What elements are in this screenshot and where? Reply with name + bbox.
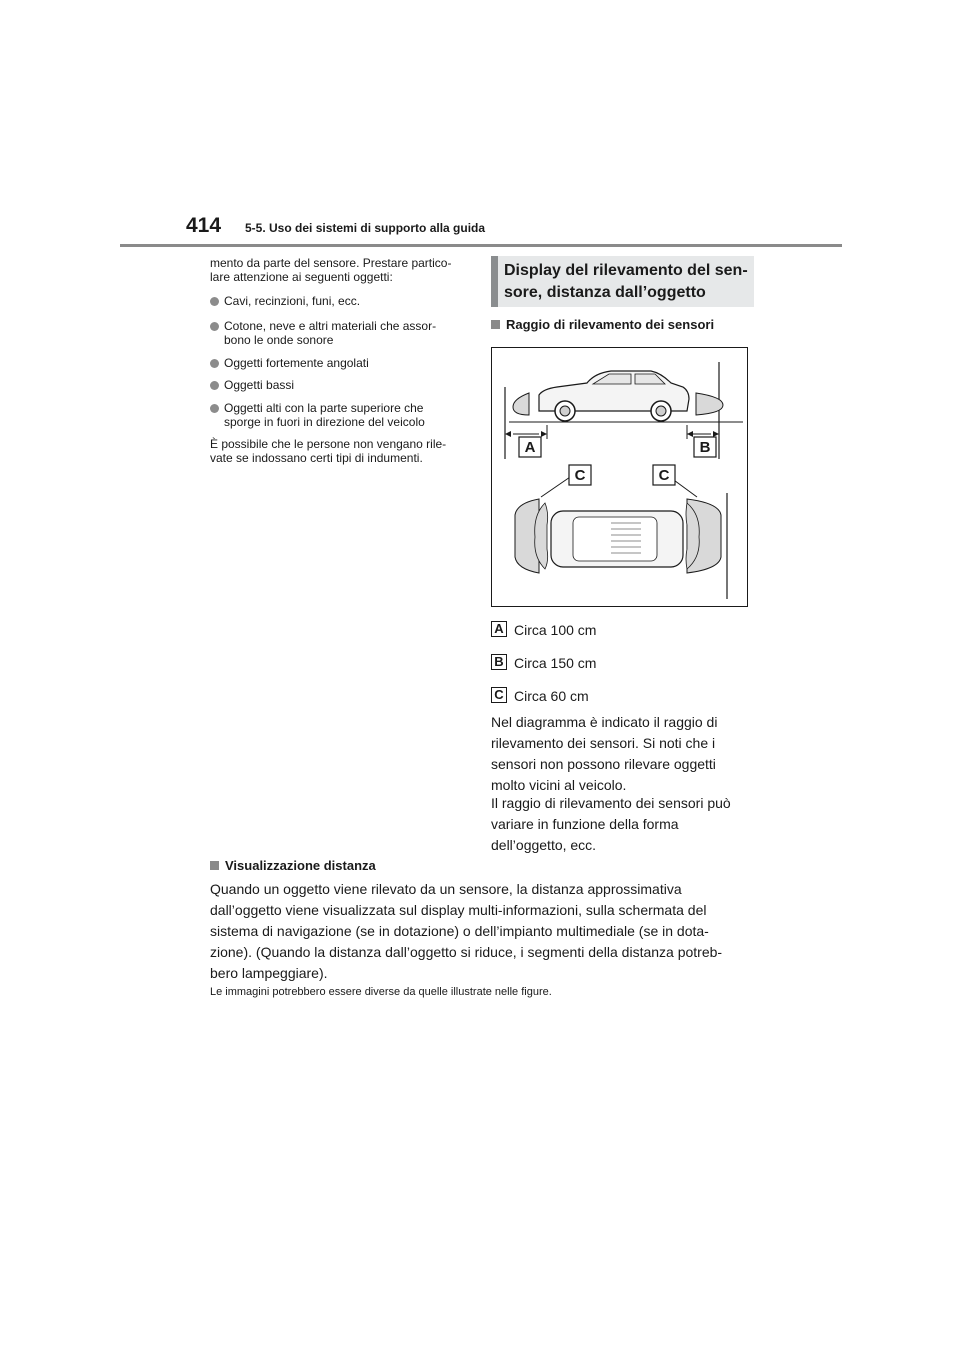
- legend-value-c: Circa 60 cm: [514, 688, 589, 704]
- distance-display-heading-text: Visualizzazione distanza: [225, 858, 376, 873]
- legend-value-b: Circa 150 cm: [514, 655, 597, 671]
- bullet-item: [210, 294, 468, 308]
- bullet-text: Cavi, recinzioni, funi, ecc.: [224, 294, 361, 308]
- intro-text: mento da parte del sensore. Prestare partico- lare attenzione ai seguenti oggetti:: [210, 256, 452, 284]
- footnote: Le immagini potrebbero essere diverse da quelle illustrate nelle figure.: [210, 986, 552, 998]
- label-c-right-text: C: [658, 467, 670, 484]
- bullet-item: [210, 401, 468, 429]
- bullet-text: Cotone, neve e altri materiali che assor- bono le onde sonore: [224, 319, 437, 347]
- square-bullet-icon: [210, 861, 219, 870]
- distance-display-heading: [210, 858, 376, 873]
- bullet-item: [210, 378, 468, 392]
- bullet-dot-icon: [210, 381, 219, 390]
- label-a-text: A: [524, 439, 536, 456]
- legend-value-a: Circa 100 cm: [514, 622, 597, 638]
- section-title: 5-5. Uso dei sistemi di supporto alla guida: [245, 221, 486, 235]
- bullet-item: [210, 319, 468, 347]
- sensor-range-diagram: [491, 347, 748, 607]
- bullet-dot-icon: [210, 297, 219, 306]
- front-wheel-hub: [656, 406, 666, 416]
- label-c-left: [569, 465, 591, 485]
- bullet-text: Oggetti alti con la parte superiore che sporge in fuori in direzione del veicolo: [224, 401, 425, 429]
- bullet-item: [210, 356, 468, 370]
- rear-wheel-hub: [560, 406, 570, 416]
- legend-letter-b: B: [491, 654, 507, 670]
- bullet-text: Oggetti bassi: [224, 378, 295, 392]
- sensor-range-heading: [491, 317, 714, 332]
- sensor-range-heading-text: Raggio di rilevamento dei sensori: [506, 317, 715, 332]
- bullet-dot-icon: [210, 359, 219, 368]
- page-number: 414: [186, 214, 222, 237]
- section-box-bar: [491, 256, 498, 307]
- label-c-right: [653, 465, 675, 485]
- note-text: È possibile che le persone non vengano rile- vate se indossano certi tipi di indumenti.: [210, 437, 447, 465]
- legend-letter-a: A: [491, 621, 507, 637]
- legend-letter-c: C: [491, 687, 507, 703]
- section-box: [491, 256, 754, 307]
- section-box-title: Display del rilevamento del sen- sore, distanza dall’oggetto: [504, 262, 748, 301]
- range-variation-note: Il raggio di rilevamento dei sensori può variare in funzione della forma dell’oggetto, ecc.: [491, 795, 731, 853]
- label-b: [694, 437, 716, 457]
- bullet-text: Oggetti fortemente angolati: [224, 356, 369, 370]
- label-c-left-text: C: [574, 467, 586, 484]
- diagram-description: Nel diagramma è indicato il raggio di rilevamento dei sensori. Si noti che i sensori non possono rilevare oggetti molto vicini al veicolo.: [491, 714, 718, 793]
- distance-display-paragraph: Quando un oggetto viene rilevato da un sensore, la distanza approssimativa dall’oggetto viene visualizzata sul display multi-informazioni, sulla schermata del sistema di navigazione (se in dotazione) o dell’impianto multimediale (se in dota- zione). (Quando la distanza dall’oggetto si riduce, i segmenti della distanza potreb- bero lampeggiare).: [210, 881, 723, 981]
- label-a: [519, 437, 541, 457]
- square-bullet-icon: [491, 320, 500, 329]
- bullet-dot-icon: [210, 404, 219, 413]
- car-top-roof: [573, 517, 657, 561]
- header-rule: [120, 244, 842, 247]
- bullet-dot-icon: [210, 322, 219, 331]
- label-b-text: B: [699, 439, 711, 456]
